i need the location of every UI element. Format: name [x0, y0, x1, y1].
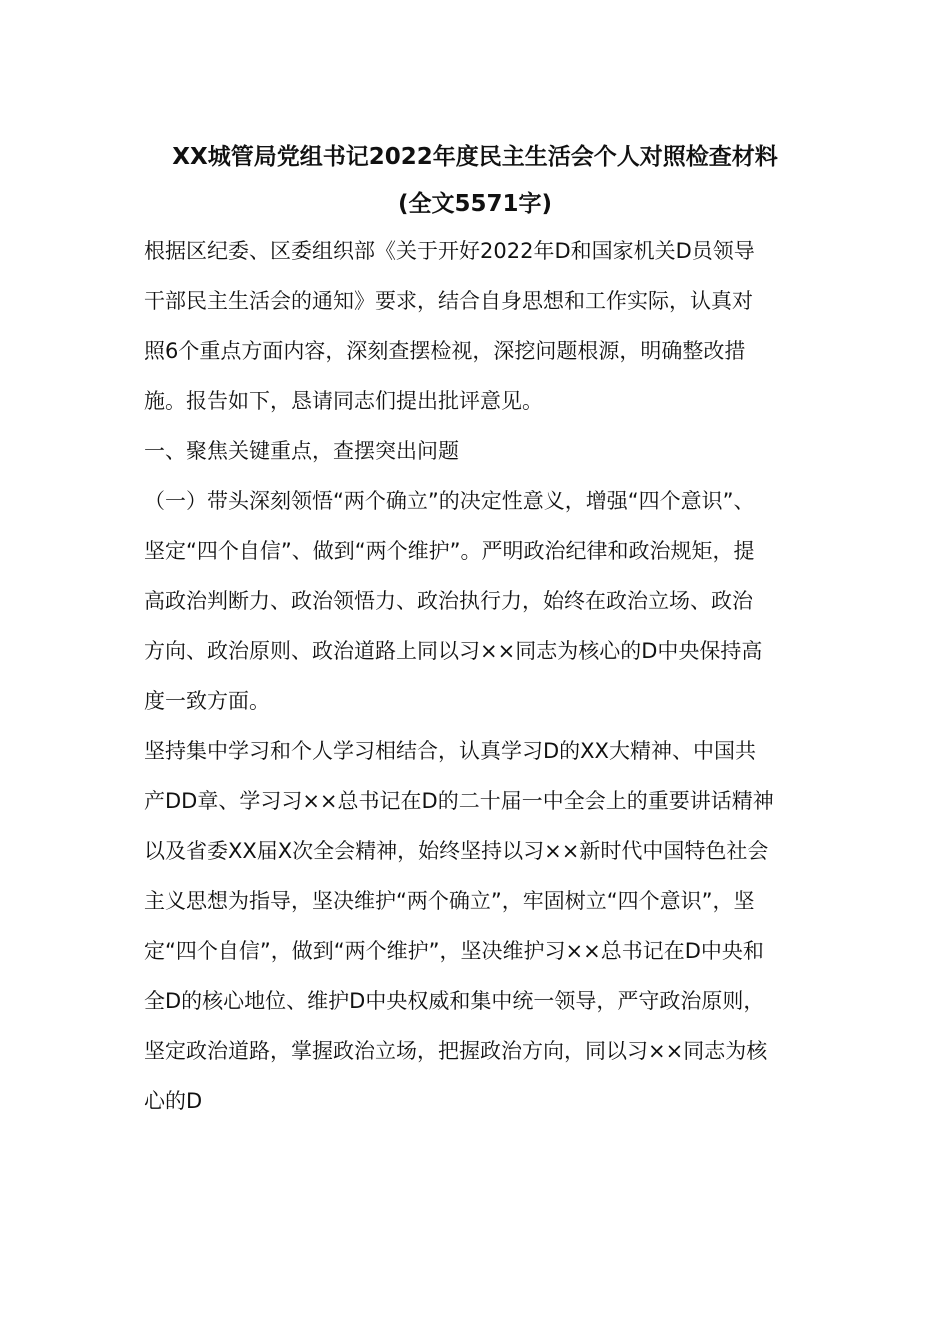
document-subtitle: (全文5571字)	[397, 191, 553, 217]
paragraph-line: 方向、政治原则、政治道路上同以习××同志为核心的D中央保持高	[144, 639, 763, 663]
paragraph-line: 以及省委XX届X次全会精神，始终坚持以习××新时代中国特色社会	[144, 839, 769, 863]
paragraph-line: 产DD章、学习习××总书记在D的二十届一中全会上的重要讲话精神	[144, 789, 774, 813]
paragraph-line: （一）带头深刻领悟“两个确立”的决定性意义，增强“四个意识”、	[144, 489, 755, 513]
paragraph-line: 坚定“四个自信”、做到“两个维护”。严明政治纪律和政治规矩，提	[144, 539, 755, 563]
paragraph-line: 高政治判断力、政治领悟力、政治执行力，始终在政治立场、政治	[144, 589, 753, 613]
document-title: XX城管局党组书记2022年度民主生活会个人对照检查材料	[172, 144, 778, 170]
paragraph-line: 干部民主生活会的通知》要求，结合自身思想和工作实际，认真对	[144, 289, 753, 313]
paragraph-line: 主义思想为指导，坚决维护“两个确立”，牢固树立“四个意识”，坚	[144, 889, 755, 913]
paragraph-line: 坚持集中学习和个人学习相结合，认真学习D的XX大精神、中国共	[144, 739, 756, 763]
paragraph-line: 心的D	[144, 1089, 203, 1113]
paragraph-line: 定“四个自信”，做到“两个维护”，坚决维护习××总书记在D中央和	[144, 939, 764, 963]
paragraph-line: 全D的核心地位、维护D中央权威和集中统一领导，严守政治原则，	[144, 989, 765, 1013]
paragraph-line: 施。报告如下，恳请同志们提出批评意见。	[144, 389, 543, 413]
paragraph-line: 照6个重点方面内容，深刻查摆检视，深挖问题根源，明确整改措	[144, 339, 746, 363]
paragraph-line: 度一致方面。	[144, 689, 270, 713]
paragraph-line: 坚定政治道路，掌握政治立场，把握政治方向，同以习××同志为核	[144, 1039, 768, 1063]
section-heading: 一、聚焦关键重点，查摆突出问题	[144, 439, 459, 463]
paragraph-line: 根据区纪委、区委组织部《关于开好2022年D和国家机关D员领导	[144, 239, 755, 263]
